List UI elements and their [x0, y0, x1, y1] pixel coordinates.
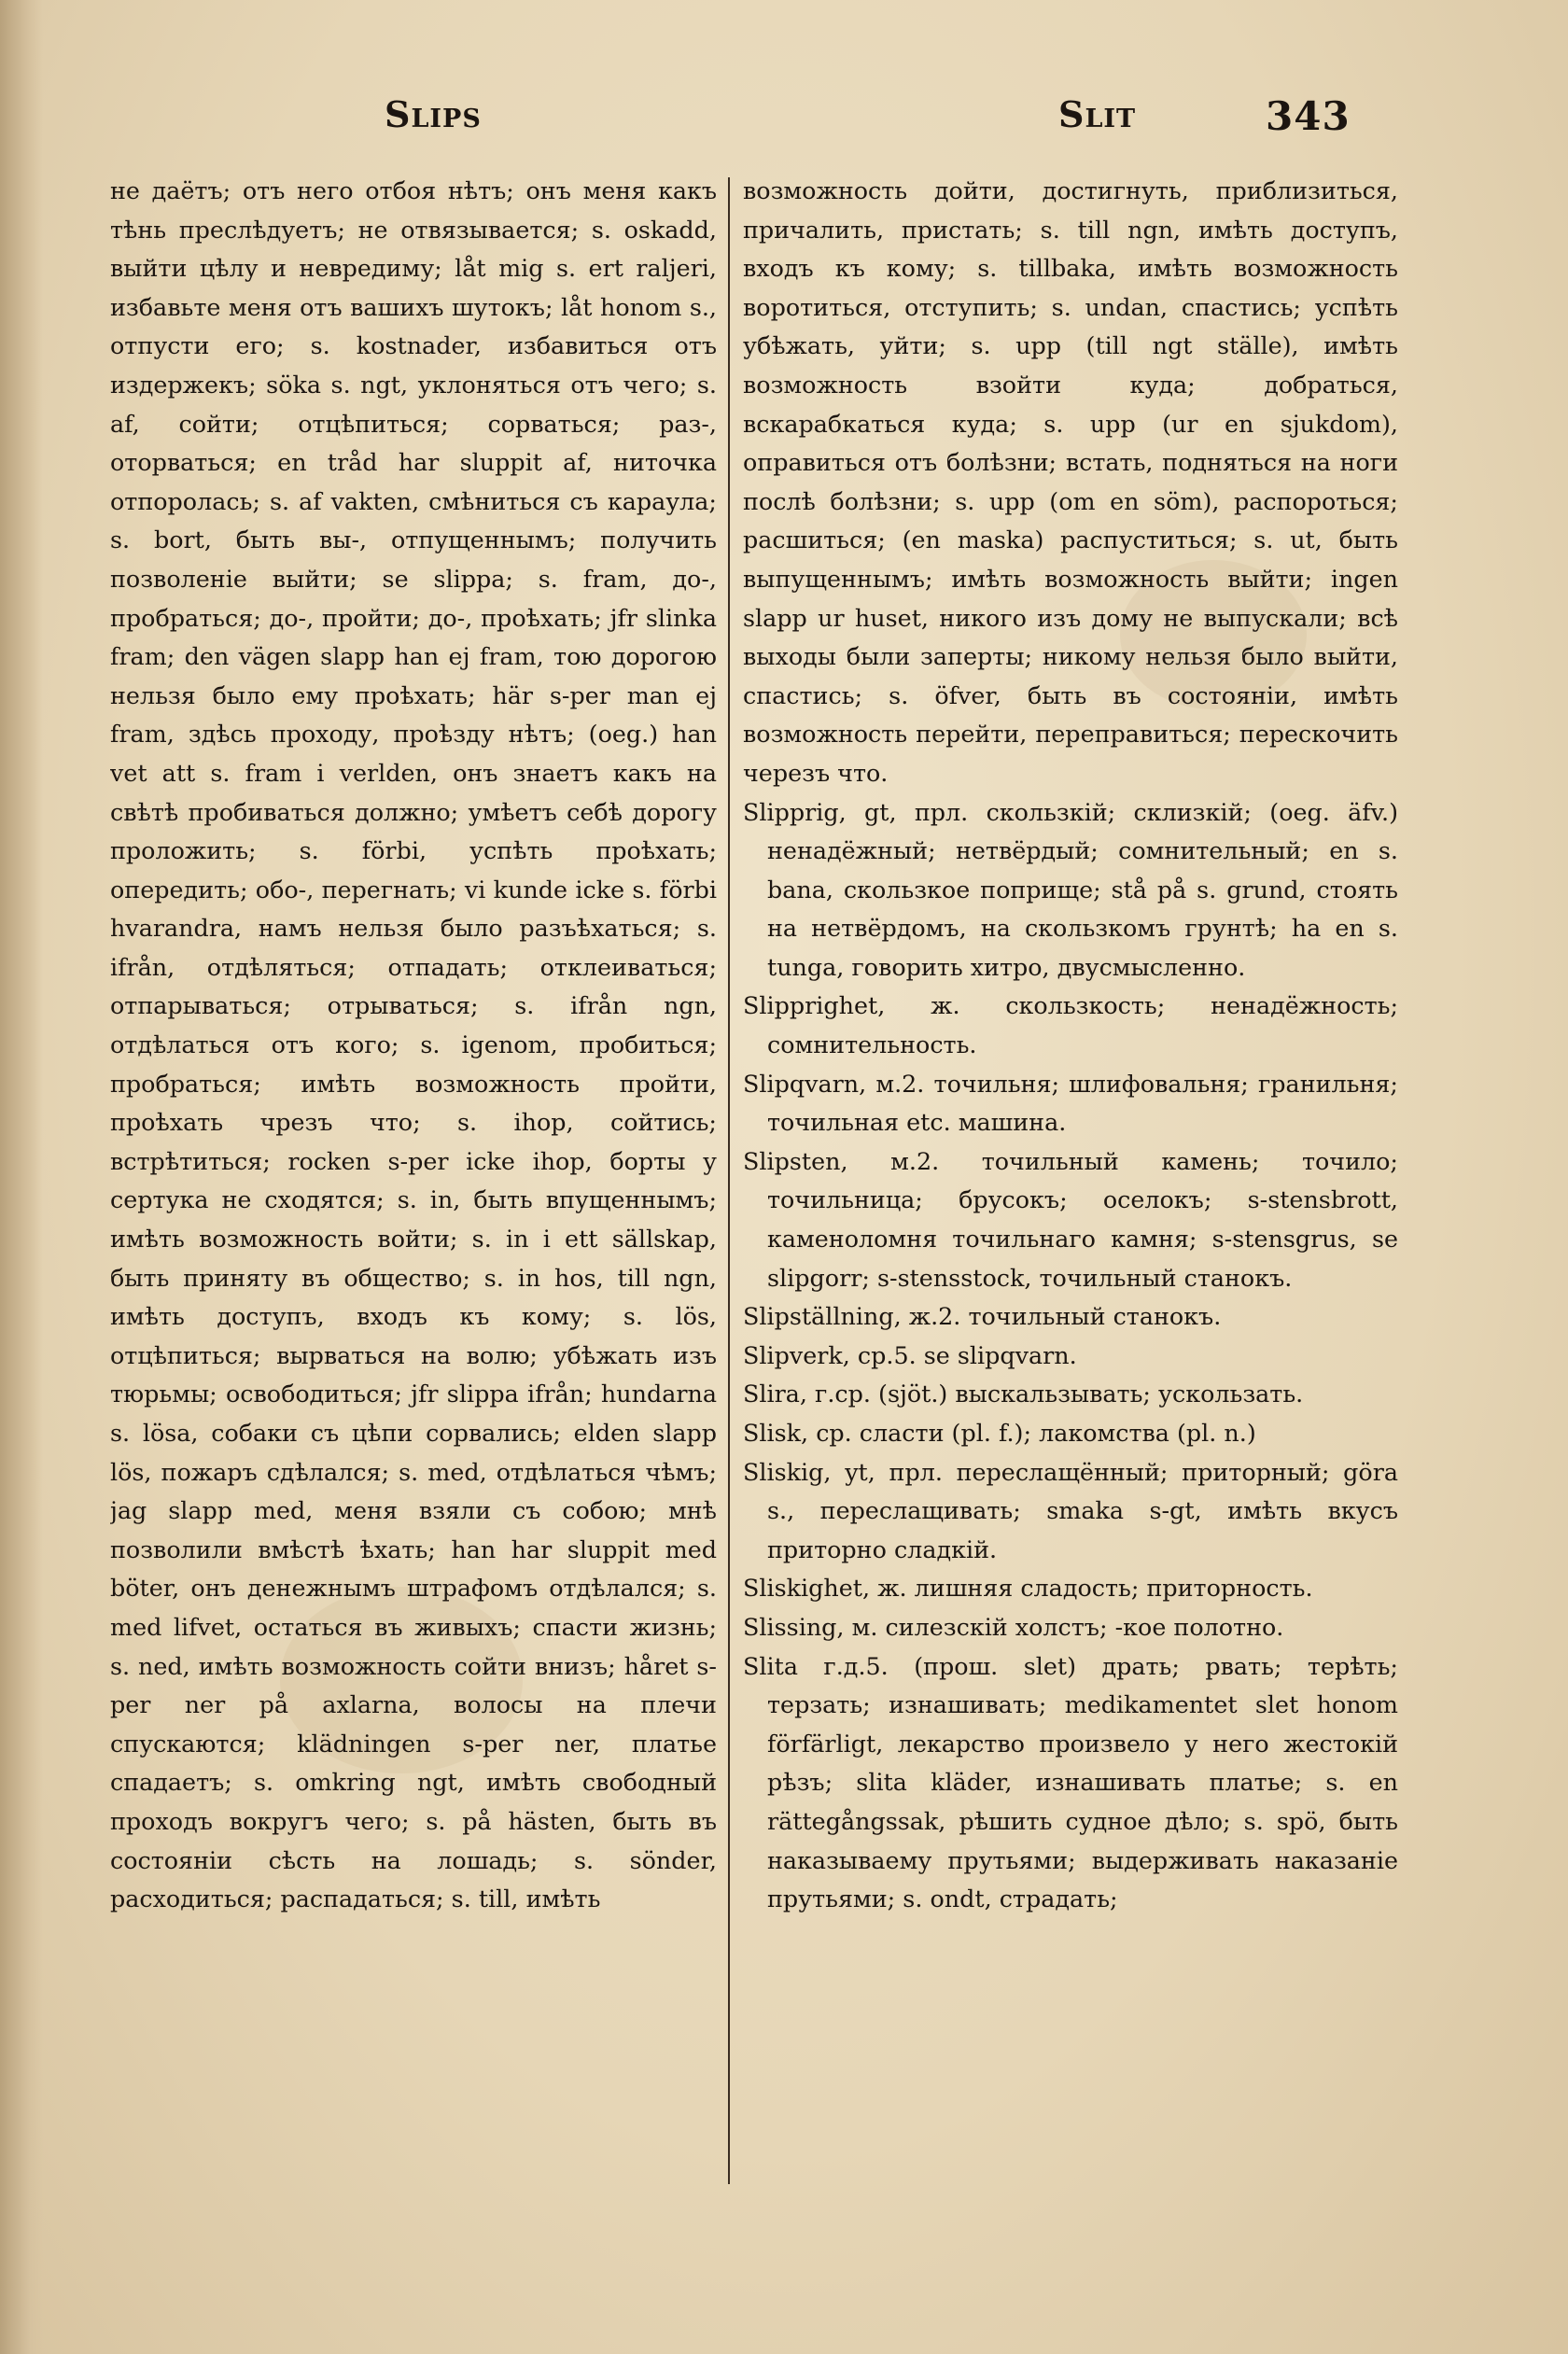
entry-slipsten: Slipsten, м.2. точильный камень; точило; точильница; брусокъ; оселокъ; s-stensbrott, каменоломня точильнаго камня; s-stensgrus, se slipgorr; s-stensstock, точильный станокъ.: [743, 1146, 1398, 1292]
right-column: [743, 172, 1398, 2179]
entry-sliskighet: Sliskighet, ж. лишняя сладость; приторность.: [743, 1574, 1313, 1603]
page-edge-shadow: [0, 0, 43, 2354]
entry-slira: Slira, г.ср. (sjöt.) выскальзывать; ускользать.: [743, 1380, 1304, 1408]
entry-slipprig: Slipprig, gt, прл. скользкій; склизкій; (oeg. äfv.) ненадёжный; нетвёрдый; сомнительный; en s. bana, скользкое поприще; stå på s. grund, стоять на нетвёрдомъ, на скользкомъ грунтѣ; ha en s. tunga, говорить хитро, двусмысленно.: [743, 797, 1398, 981]
entry-continuation: возможность дойти, достигнуть, приблизиться, причалить, пристать; s. till ngn, имѣть доступъ, входъ къ кому; s. tillbaka, имѣть возможность воротиться, отступить; s. undan, спастись; успѣть убѣжать, уйти; s. upp (till ngt ställe), имѣть возможность взойти куда; добраться, вскарабкаться куда; s. upp (ur en sjukdom), оправиться отъ болѣзни; встать, подняться на ноги послѣ болѣзни; s. upp (om en söm), распороться; расшиться; (en maska) распуститься; s. ut, быть выпущеннымъ; имѣть возможность выйти; ingen slapp ur huset, никого изъ дому не выпускали; всѣ выходы были заперты; никому нельзя было выйти, спастись; s. öfver, быть въ состояніи, имѣть возможность перейти, переправиться; перескочить черезъ что.: [743, 176, 1398, 787]
running-header: [0, 93, 1568, 159]
column-divider: [728, 177, 730, 2184]
entry-continuation: не даётъ; отъ него отбоя нѣтъ; онъ меня какъ тѣнь преслѣдуетъ; не отвязывается; s. oskadd, выйти цѣлу и невредиму; låt mig s. ert raljeri, избавьте меня отъ вашихъ шутокъ; låt honom s., отпусти его; s. kostnader, избавиться отъ издержекъ; söka s. ngt, уклоняться отъ чего; s. af, сойти; отцѣпиться; сорваться; раз-, оторваться; en tråd har sluppit af, ниточка отпоролась; s. af vakten, смѣниться съ караула; s. bort, быть вы-, отпущеннымъ; получить позволеніе выйти; se slippa; s. fram, до-, пробраться; до-, пройти; до-, проѣхать; jfr slinka fram; den vägen slapp han ej fram, тою дорогою нельзя было ему проѣхать; här s-per man ej fram, здѣсь проходу, проѣзду нѣтъ; (oeg.) han vet att s. fram i verlden, онъ знаетъ какъ на свѣтѣ пробиваться должно; умѣетъ себѣ дорогу проложить; s. förbi, успѣть проѣхать; опередить; обо-, перегнать; vi kunde icke s. förbi hvarandra, намъ нельзя было разъѣхаться; s. ifrån, отдѣляться; отпадать; отклеиваться; отпарываться; отрываться; s. ifrån ngn, отдѣлаться отъ кого; s. igenom, пробиться; пробраться; имѣть возможность пройти, проѣхать чрезъ что; s. ihop, сойтись; встрѣтиться; rocken s-per icke ihop, борты у сертука не сходятся; s. in, быть впущеннымъ; имѣть возможность войти; s. in i ett sällskap, быть приняту въ общество; s. in hos, till ngn, имѣть доступъ, входъ къ кому; s. lös, отцѣпиться; вырваться на волю; убѣжать изъ тюрьмы; освободиться; jfr slippa ifrån; hundarna s. lösa, собаки съ цѣпи сорвались; elden slapp lös, пожаръ сдѣлался; s. med, отдѣлаться чѣмъ; jag slapp med, меня взяли съ собою; мнѣ позволили вмѣстѣ ѣхать; han har sluppit med böter, онъ денежнымъ штрафомъ отдѣлался; s. med lifvet, остаться въ живыхъ; спасти жизнь; s. ned, имѣть возможность сойти внизъ; håret s-per ner på axlarna, волосы на плечи спускаются; klädningen s-per ner, платье спадаетъ; s. omkring ngt, имѣть свободный проходъ вокругъ чего; s. på hästen, быть въ состояніи сѣсть на лошадь; s. sönder, расходиться; распадаться; s. till, имѣть: [110, 176, 717, 1913]
left-running-head: Slips: [385, 93, 482, 135]
left-column: [110, 172, 717, 2179]
entry-slipqvarn: Slipqvarn, м.2. точильня; шлифовальня; гранильня; точильная etc. машина.: [743, 1069, 1398, 1137]
entry-slipverk: Slipverk, ср.5. se slipqvarn.: [743, 1340, 1077, 1369]
entry-sliskig: Sliskig, yt, прл. переслащённый; приторный; göra s., переслащивать; smaka s-gt, имѣть вкусъ приторно сладкій.: [743, 1457, 1398, 1563]
page-number: 343: [1266, 93, 1351, 139]
entry-slisk: Slisk, ср. сласти (pl. f.); лакомства (pl. n.): [743, 1419, 1256, 1447]
entry-slissing: Slissing, м. силезскій холстъ; -кое полотно.: [743, 1612, 1284, 1641]
right-running-head: Slit: [1058, 93, 1137, 135]
entry-slita: Slita г.д.5. (прош. slet) драть; рвать; терѣть; терзать; изнашивать; medikamentet slet honom förfärligt, лекарство произвело у него жестокій рѣзъ; slita kläder, изнашивать платье; s. en rättegångssak, рѣшить судное дѣло; s. spö, быть наказываему прутьями; выдерживать наказаніе прутьями; s. ondt, страдать;: [743, 1651, 1398, 1913]
entry-slipstallning: Slipställning, ж.2. точильный станокъ.: [743, 1302, 1222, 1331]
entry-slipprighet: Slipprighet, ж. скользкость; ненадёжность; сомнительность.: [743, 991, 1398, 1059]
